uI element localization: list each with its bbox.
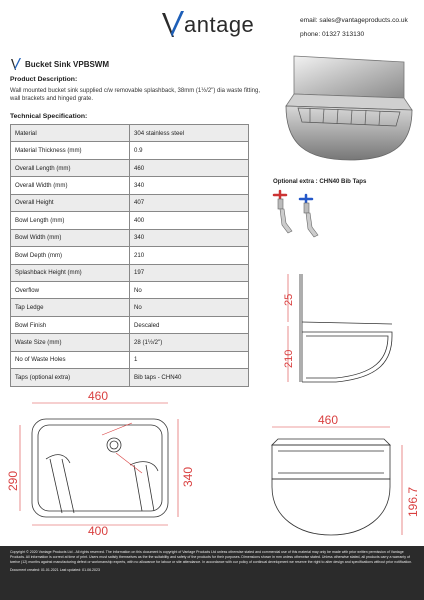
spec-row: [11, 369, 249, 386]
spec-label: Overall Width (mm): [11, 177, 130, 194]
sink-photo: [276, 52, 416, 170]
spec-label: Bowl Depth (mm): [11, 247, 130, 264]
optional-extra-label: Optional extra : CHN40 Bib Taps: [273, 178, 367, 185]
spec-value: 0.9: [130, 142, 249, 159]
spec-value: 210: [130, 247, 249, 264]
title-v-icon: [10, 57, 22, 71]
spec-label: Material Thickness (mm): [11, 142, 130, 159]
side-top-dimension: 25: [283, 293, 295, 306]
spec-label: Material: [11, 125, 130, 142]
plan-depth-dimension: 340: [181, 466, 195, 487]
spec-row: [11, 142, 249, 159]
front-length-dimension: 460: [318, 413, 339, 427]
plan-view-drawing: [6, 385, 206, 535]
contact-phone[interactable]: phone: 01327 313130: [300, 31, 365, 38]
spec-value: No: [130, 281, 249, 298]
description-heading: Product Description:: [10, 76, 78, 83]
plan-length-dimension: 460: [88, 389, 109, 403]
spec-value: Descaled: [130, 316, 249, 333]
spec-table: [10, 124, 249, 387]
spec-row: [11, 194, 249, 211]
spec-value: 197: [130, 264, 249, 281]
logo-text: antage: [184, 12, 255, 37]
spec-label: Tap Ledge: [11, 299, 130, 316]
product-title-row: [10, 57, 109, 71]
side-elevation-drawing: [276, 266, 416, 396]
spec-value: 28 (1½/2"): [130, 334, 249, 351]
spec-label: Taps (optional extra): [11, 369, 130, 386]
spec-value: 340: [130, 177, 249, 194]
plan-bowl-dimension: 400: [88, 524, 109, 535]
footer-notes: Copyright © 2020 Vantage Products Ltd - All rights reserved. The information on this document is copyright of Vantage Products Ltd unless otherwise stated and commercial use of this material may only be made with prior written permission of Vantage Products. All information is correct at time of print. Users must satisfy themselves as the the suitability and safety of the products for their purposes. Dimensions shown in mm unless otherwise stated. Unless otherwise stated, all products carry a warranty of twelve (12) months against manufacturing defect or workmanship experts, with no allowance for labour or site attendance. In accordance with our policy of continual development we reserve the right to alter design and specifications without prior notification.: [10, 550, 413, 565]
product-description: Wall mounted bucket sink supplied c/w removable splashback, 38mm (1½/2") dia waste fitting, wall brackets and hinged grate.: [10, 88, 261, 103]
spec-label: Waste Size (mm): [11, 334, 130, 351]
side-bowl-dimension: 210: [283, 349, 295, 368]
spec-row: [11, 281, 249, 298]
product-title: Bucket Sink VPBSWM: [25, 59, 110, 69]
bib-taps-image: [270, 187, 340, 242]
spec-value: 304 stainless steel: [130, 125, 249, 142]
spec-label: Overall Length (mm): [11, 159, 130, 176]
contact-email[interactable]: email: sales@vantageproducts.co.uk: [300, 17, 408, 24]
spec-label: No of Waste Holes: [11, 351, 130, 368]
spec-row: [11, 177, 249, 194]
spec-label: Bowl Width (mm): [11, 229, 130, 246]
spec-row: [11, 212, 249, 229]
spec-row: [11, 264, 249, 281]
spec-row: [11, 299, 249, 316]
spec-label: Overall Height: [11, 194, 130, 211]
bib-tap-left-icon: [274, 191, 292, 233]
vantage-logo: [160, 8, 280, 42]
front-height-dimension: 196.7: [406, 486, 420, 517]
spec-value: 407: [130, 194, 249, 211]
plan-width-dimension: 290: [6, 470, 20, 491]
spec-value: Bib taps - CHN40: [130, 369, 249, 386]
spec-row: [11, 229, 249, 246]
logo-v-icon: [160, 9, 186, 41]
spec-value: No: [130, 299, 249, 316]
footer: [0, 546, 424, 600]
contact-block: [300, 14, 408, 42]
spec-row: [11, 125, 249, 142]
spec-row: [11, 316, 249, 333]
spec-label: Bowl Finish: [11, 316, 130, 333]
spec-row: [11, 334, 249, 351]
spec-value: 400: [130, 212, 249, 229]
spec-label: Splashback Height (mm): [11, 264, 130, 281]
spec-value: 340: [130, 229, 249, 246]
spec-row: [11, 351, 249, 368]
spec-label: Overflow: [11, 281, 130, 298]
footer-dates: Document created: 01.01.2021 Last updated: 01.06.2023: [10, 567, 100, 572]
spec-value: 460: [130, 159, 249, 176]
spec-row: [11, 247, 249, 264]
bib-tap-right-icon: [300, 195, 318, 237]
spec-heading: Technical Specification:: [10, 113, 88, 120]
spec-row: [11, 159, 249, 176]
spec-label: Bowl Length (mm): [11, 212, 130, 229]
spec-value: 1: [130, 351, 249, 368]
front-elevation-drawing: [244, 413, 422, 543]
